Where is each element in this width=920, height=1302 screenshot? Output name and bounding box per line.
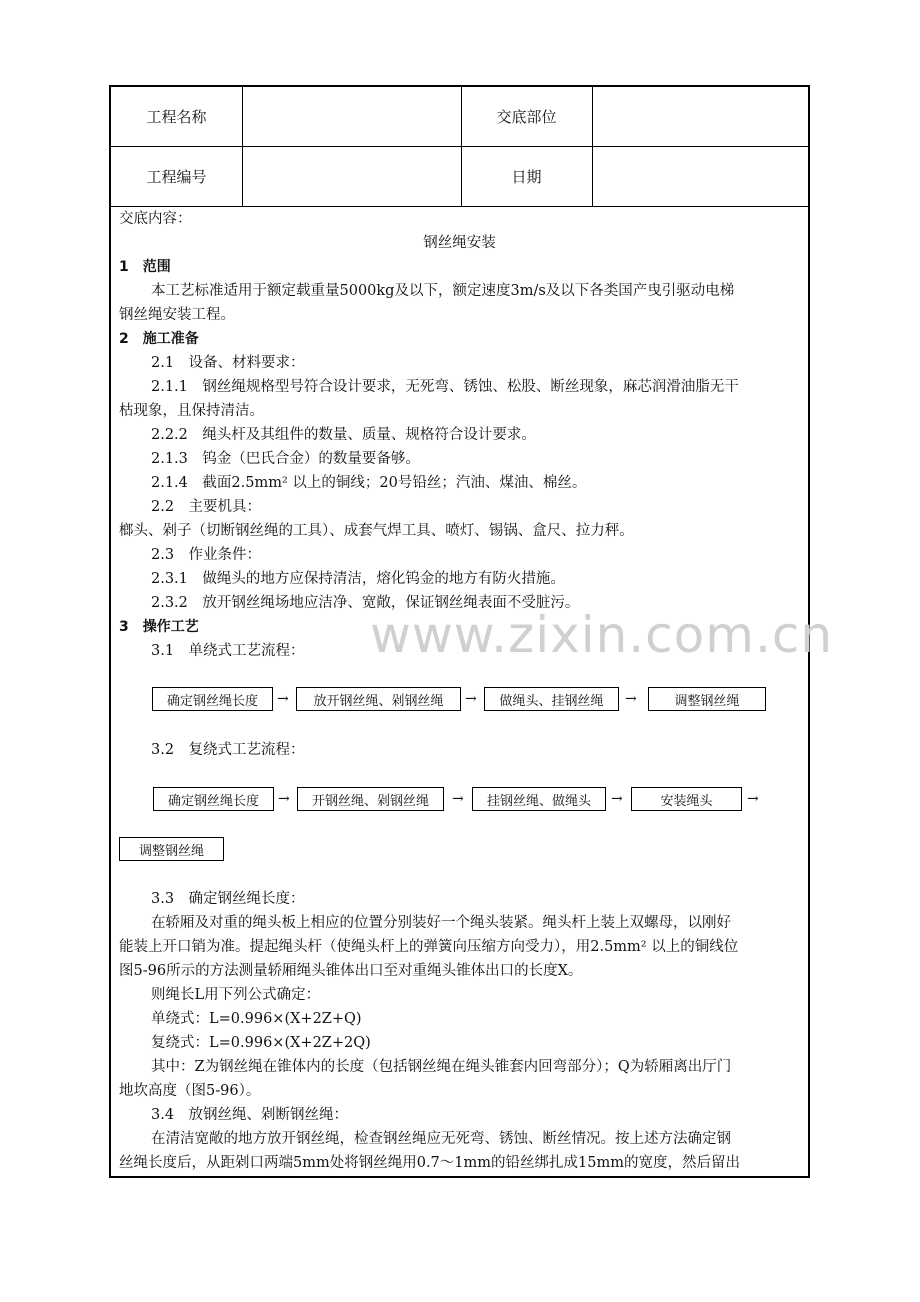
flow-step: 放开钢丝绳、剁钢丝绳	[296, 687, 461, 711]
section-1-heading: 1 范围	[119, 259, 171, 275]
project-name-label: 工程名称	[146, 108, 207, 126]
project-name-value[interactable]	[242, 87, 461, 146]
section-3-heading: 3 操作工艺	[119, 619, 199, 635]
flow-step: 安装绳头	[631, 787, 742, 811]
paragraph: 能装上开口销为准。提起绳头杆（使绳头杆上的弹簧向压缩方向受力），用2.5mm² 以上的铜线位	[119, 939, 739, 955]
arrow-icon: →	[747, 791, 759, 807]
paragraph: 榔头、剁子（切断钢丝绳的工具）、成套气焊工具、喷灯、锡锅、盒尺、拉力秤。	[119, 523, 634, 539]
paragraph: 丝绳长度后，从距剁口两端5mm处将钢丝绳用0.7～1mm的铅丝绑扎成15mm的宽度，然后留出	[119, 1155, 740, 1171]
paragraph: 2.1.4 截面2.5mm² 以上的铜线；20号铅丝；汽油、煤油、棉丝。	[151, 475, 587, 491]
doc-title: 钢丝绳安装	[423, 235, 496, 251]
flow-step: 做绳头、挂钢丝绳	[484, 687, 619, 711]
paragraph: 在清洁宽敞的地方放开钢丝绳，检查钢丝绳应无死弯、锈蚀、断丝情况。按上述方法确定钢	[151, 1131, 731, 1147]
project-no-value[interactable]	[242, 147, 461, 206]
subheading: 3.2 复绕式工艺流程：	[151, 742, 305, 758]
paragraph: 2.2.2 绳头杆及其组件的数量、质量、规格符合设计要求。	[151, 427, 536, 443]
flow-step: 开钢丝绳、剁钢丝绳	[297, 787, 444, 811]
part-value[interactable]	[592, 87, 810, 146]
content-label: 交底内容：	[119, 211, 192, 227]
arrow-icon: →	[611, 791, 623, 807]
flow-step: 调整钢丝绳	[648, 687, 766, 711]
paragraph: 在轿厢及对重的绳头板上相应的位置分别装好一个绳头装紧。绳头杆上装上双螺母，以刚好	[151, 915, 731, 931]
formula: 复绕式：L=0.996×(X+2Z+2Q)	[151, 1035, 371, 1051]
arrow-icon: →	[465, 691, 477, 707]
paragraph: 2.1.1 钢丝绳规格型号符合设计要求，无死弯、锈蚀、松股、断丝现象，麻芯润滑油脂无干	[151, 379, 739, 395]
section-2-heading: 2 施工准备	[119, 331, 199, 347]
paragraph: 本工艺标准适用于额定载重量5000kg及以下，额定速度3m/s及以下各类国产曳引驱动电梯	[151, 283, 735, 299]
watermark: www.zixin.com.cn	[370, 606, 834, 664]
flow-step: 确定钢丝绳长度	[152, 687, 273, 711]
flow-step: 调整钢丝绳	[119, 837, 224, 861]
subheading: 3.1 单绕式工艺流程：	[151, 643, 305, 659]
paragraph: 2.1.3 钨金（巴氏合金）的数量要备够。	[151, 451, 420, 467]
flow-step: 确定钢丝绳长度	[153, 787, 274, 811]
subheading: 3.3 确定钢丝绳长度：	[151, 891, 305, 907]
subheading: 2.1 设备、材料要求：	[151, 355, 305, 371]
paragraph: 其中：Z为钢丝绳在锥体内的长度（包括钢丝绳在绳头锥套内回弯部分）；Q为轿厢离出厅门	[151, 1059, 732, 1075]
arrow-icon: →	[278, 791, 290, 807]
arrow-icon: →	[452, 791, 464, 807]
subheading: 3.4 放钢丝绳、剁断钢丝绳：	[151, 1107, 349, 1123]
part-label: 交底部位	[496, 108, 557, 126]
paragraph: 地坎高度（图5-96）。	[119, 1083, 261, 1099]
paragraph: 则绳长L用下列公式确定：	[151, 987, 321, 1003]
subheading: 2.3 作业条件：	[151, 547, 262, 563]
paragraph: 钢丝绳安装工程。	[119, 307, 235, 323]
subheading: 2.2 主要机具：	[151, 499, 262, 515]
project-no-label: 工程编号	[146, 168, 207, 186]
header-row-2	[111, 147, 808, 207]
date-label: 日期	[511, 168, 542, 186]
formula: 单绕式：L=0.996×(X+2Z+Q)	[151, 1011, 362, 1027]
arrow-icon: →	[277, 691, 289, 707]
paragraph: 2.3.1 做绳头的地方应保持清洁，熔化钨金的地方有防火措施。	[151, 571, 565, 587]
header-row-1	[111, 87, 808, 147]
arrow-icon: →	[625, 691, 637, 707]
date-value[interactable]	[592, 147, 810, 206]
flow-step: 挂钢丝绳、做绳头	[472, 787, 606, 811]
paragraph: 2.3.2 放开钢丝绳场地应洁净、宽敞，保证钢丝绳表面不受脏污。	[151, 595, 580, 611]
paragraph: 枯现象，且保持清洁。	[119, 403, 264, 419]
paragraph: 图5-96所示的方法测量轿厢绳头锥体出口至对重绳头锥体出口的长度X。	[119, 963, 583, 979]
